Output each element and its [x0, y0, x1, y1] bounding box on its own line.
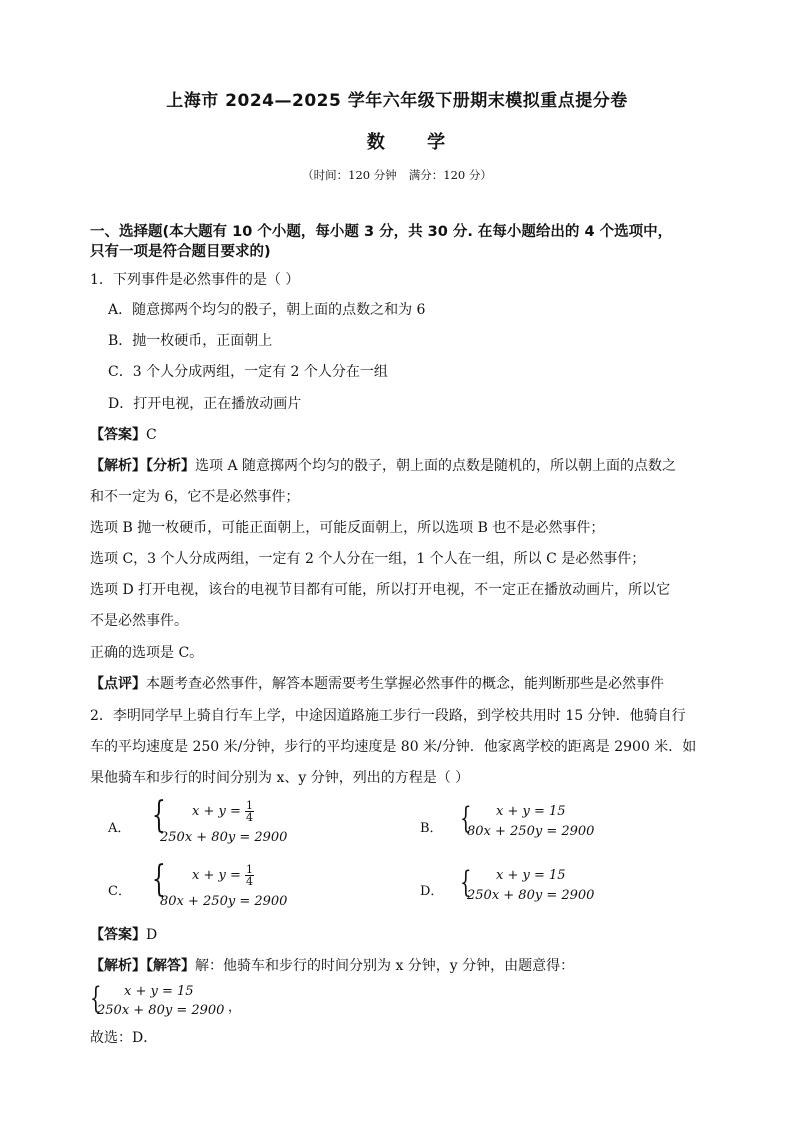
eq-b-line2: 80x + 250y = 2900 [467, 824, 595, 839]
eq-b-line1: x + y = 15 [496, 804, 566, 819]
q2-stem-line1: 2．李明同学早上骑自行车上学，中途因道路施工步行一段路，到学校共用时 15 分钟．他骑自行 [90, 708, 686, 724]
q2-answer [90, 925, 157, 945]
section-heading-line1: 一、选择题(本大题有 10 个小题，每小题 3 分，共 30 分. 在每小题给出的 4 个选项中， [90, 224, 673, 240]
fraction-numerator: 1 [246, 799, 253, 812]
q1-answer [90, 425, 157, 445]
q1-option-d: D．打开电视，正在播放动画片 [108, 396, 302, 412]
fraction-denominator: 4 [246, 811, 253, 824]
q1-analysis-text1: 选项 A 随意掷两个均匀的骰子，朝上面的点数是随机的，所以朝上面的点数之 [195, 458, 677, 474]
answer-tag: 【答案】 [90, 927, 146, 943]
fraction [245, 800, 254, 823]
q1-analysis-line6: 不是必然事件。 [90, 613, 188, 629]
q1-option-a: A．随意掷两个均匀的骰子，朝上面的点数之和为 6 [108, 302, 426, 318]
q2-stem-line3: 果他骑车和步行的时间分别为 x、y 分钟，列出的方程是（ ） [90, 770, 470, 786]
brace-icon: { [152, 795, 166, 836]
comment-tag: 【点评】 [90, 676, 146, 692]
q2-stem-line2: 车的平均速度是 250 米/分钟，步行的平均速度是 80 米/分钟．他家离学校的距离是 2900 米．如 [90, 739, 697, 755]
fraction-numerator: 1 [246, 863, 253, 876]
q1-comment [90, 674, 664, 694]
q2-option-d-system [460, 865, 620, 908]
fraction [245, 864, 254, 887]
subject-title: 数 学 [366, 132, 464, 153]
q2-final: 故选：D． [90, 1030, 158, 1046]
answer-tag: 【答案】 [90, 427, 146, 443]
q2-option-a-label: A． [108, 821, 131, 836]
brace-icon: { [90, 981, 102, 1016]
q1-conclusion: 正确的选项是 C。 [90, 645, 204, 661]
exam-title: 上海市 2024—2025 学年六年级下册期末模拟重点提分卷 [166, 91, 628, 111]
q1-comment-text: 本题考查必然事件，解答本题需要考生掌握必然事件的概念，能判断那些是必然事件 [146, 676, 664, 692]
q2-analysis-line1 [90, 956, 574, 976]
q1-analysis-line4: 选项 C，3 个人分成两组，一定有 2 个人分在一组，1 个人在一组，所以 C 是必然事件； [90, 551, 646, 567]
section-heading [90, 222, 710, 262]
eq-d-line1: x + y = 15 [496, 868, 566, 883]
sol-line1: x + y = 15 [124, 984, 194, 999]
q1-answer-value: C [146, 427, 157, 443]
q2-option-a-system [152, 795, 312, 850]
brace-icon: { [460, 865, 472, 900]
section-heading-line2: 只有一项是符合题目要求的) [90, 244, 271, 260]
q1-analysis-line5: 选项 D 打开电视，该台的电视节目都有可能，所以打开电视，不一定正在播放动画片，所以它 [90, 582, 671, 598]
analysis-tag: 【解析】【解答】 [90, 958, 195, 974]
sol-line2: 250x + 80y = 2900 [97, 1003, 225, 1018]
full-score: 满分：120 分） [408, 168, 492, 182]
q2-answer-value: D [146, 927, 158, 943]
q1-stem: 1．下列事件是必然事件的是（ ） [90, 272, 300, 288]
q2-analysis-text: 解：他骑车和步行的时间分别为 x 分钟，y 分钟，由题意得： [195, 958, 575, 974]
q1-option-b: B．抛一枚硬币，正面朝上 [108, 333, 273, 349]
eq-a-line1: x + y = [192, 804, 241, 819]
q2-option-b-label: B． [420, 821, 443, 836]
exam-time-info [0, 167, 794, 183]
q1-option-c: C．3 个人分成两组，一定有 2 个人分在一组 [108, 364, 388, 380]
fraction-denominator: 4 [246, 875, 253, 888]
eq-c-line2: 80x + 250y = 2900 [160, 894, 288, 909]
sol-comma: ， [228, 1000, 242, 1015]
q2-solution-system [90, 981, 290, 1024]
q2-option-b-system [460, 801, 620, 844]
eq-c-line1: x + y = [192, 868, 241, 883]
time-limit: （时间：120 分钟 [302, 168, 397, 182]
q1-analysis-line1 [90, 456, 676, 476]
q2-option-c-label: C． [108, 884, 131, 899]
q2-option-d-label: D． [420, 884, 444, 899]
analysis-tag: 【解析】【分析】 [90, 458, 195, 474]
q1-analysis-line2: 和不一定为 6，它不是必然事件； [90, 489, 300, 505]
brace-icon: { [152, 859, 166, 900]
q2-option-c-system [152, 859, 312, 914]
eq-a-line2: 250x + 80y = 2900 [160, 830, 288, 845]
q1-analysis-line3: 选项 B 抛一枚硬币，可能正面朝上，可能反面朝上，所以选项 B 也不是必然事件； [90, 520, 605, 536]
brace-icon: { [460, 801, 472, 836]
eq-d-line2: 250x + 80y = 2900 [467, 888, 595, 903]
